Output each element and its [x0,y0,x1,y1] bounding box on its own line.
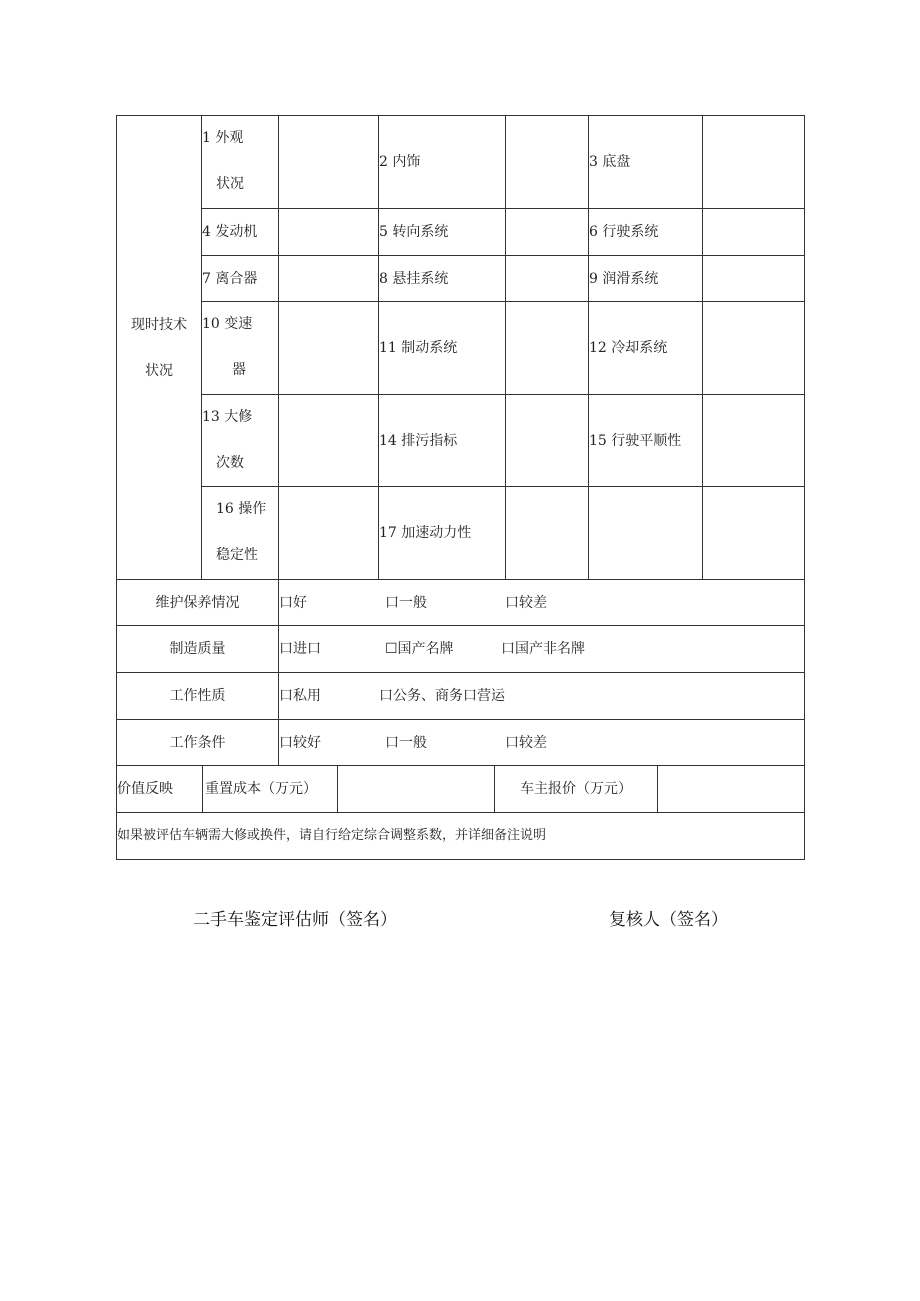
item-brake-label: 11 制动系统 [379,302,506,395]
item-gearbox-value[interactable] [279,302,379,395]
tech-row-6 [117,487,805,580]
item-exterior-label: 1 外观 状况 [202,116,279,209]
reset-cost-value[interactable] [338,766,495,812]
value-label: 价值反映 [117,766,203,812]
appraiser-signature: 二手车鉴定评估师（签名） [193,910,397,930]
value-row-inner [117,766,804,812]
item-smoothness-label: 15 行驶平顺性 [589,395,703,487]
item-clutch-label: 7 离合器 [202,256,279,302]
tech-row-3 [117,256,805,302]
maintenance-options [279,580,805,626]
tech-row-5 [117,395,805,487]
work-nature-label: 工作性质 [117,673,279,720]
item-gearbox-label: 10 变速 器 [202,302,279,395]
owner-price-label: 车主报价（万元） [495,766,658,812]
item-steering-value[interactable] [506,209,589,256]
item-emission-value[interactable] [506,395,589,487]
item-handling-label: 16 操作 稳定性 [202,487,279,580]
tech-row-1 [117,116,805,209]
item-emission-label: 14 排污指标 [379,395,506,487]
maintenance-option-good[interactable]: 口好 [279,594,307,611]
item-driving-label: 6 行驶系统 [589,209,703,256]
item-driving-value[interactable] [703,209,805,256]
item-brake-value[interactable] [506,302,589,395]
appraisal-table [116,115,805,860]
work-cond-options [279,720,805,766]
maintenance-label: 维护保养情况 [117,580,279,626]
item-suspension-value[interactable] [506,256,589,302]
work-cond-option-poor[interactable]: 口较差 [505,734,547,751]
work-nature-row [117,673,805,720]
quality-option-domestic-other[interactable]: 口国产非名牌 [501,641,585,657]
item-cooling-value[interactable] [703,302,805,395]
item-lubrication-value[interactable] [703,256,805,302]
work-cond-row [117,720,805,766]
quality-options [279,626,805,673]
reviewer-signature: 复核人（签名） [609,910,728,930]
work-nature-option-business[interactable]: 口公务、商务口营运 [379,688,505,704]
item-chassis-label: 3 底盘 [589,116,703,209]
note-text: 如果被评估车辆需大修或换件，请自行给定综合调整系数，并详细备注说明 [117,813,805,860]
tech-status-label-line2: 状况 [145,362,173,379]
item-interior-value[interactable] [506,116,589,209]
quality-row [117,626,805,673]
tech-status-label-line1: 现时技术 [131,316,187,333]
item-overhaul-label: 13 大修 次数 [202,395,279,487]
maintenance-row [117,580,805,626]
item-exterior-value[interactable] [279,116,379,209]
work-cond-option-normal[interactable]: 口一般 [385,734,427,751]
item-clutch-value[interactable] [279,256,379,302]
work-cond-label: 工作条件 [117,720,279,766]
maintenance-option-poor[interactable]: 口较差 [505,594,547,611]
item-acceleration-label: 17 加速动力性 [379,487,506,580]
item-empty-label [589,487,703,580]
work-nature-options [279,673,805,720]
quality-label: 制造质量 [117,626,279,673]
maintenance-option-normal[interactable]: 口一般 [385,594,427,611]
item-overhaul-value[interactable] [279,395,379,487]
owner-price-value[interactable] [658,766,804,812]
quality-option-domestic-brand[interactable]: ☐国产名牌 [385,641,454,657]
item-lubrication-label: 9 润滑系统 [589,256,703,302]
item-interior-label: 2 内饰 [379,116,506,209]
item-acceleration-value[interactable] [506,487,589,580]
tech-row-2 [117,209,805,256]
item-engine-label: 4 发动机 [202,209,279,256]
item-steering-label: 5 转向系统 [379,209,506,256]
item-chassis-value[interactable] [703,116,805,209]
item-cooling-label: 12 冷却系统 [589,302,703,395]
item-empty-value[interactable] [703,487,805,580]
item-handling-value[interactable] [279,487,379,580]
quality-option-import[interactable]: 口进口 [279,641,321,657]
item-suspension-label: 8 悬挂系统 [379,256,506,302]
work-cond-option-good[interactable]: 口较好 [279,734,321,751]
tech-row-4 [117,302,805,395]
reset-cost-label: 重置成本（万元） [203,766,338,812]
tech-status-label-cell [117,116,202,580]
note-row [117,813,805,860]
value-row [117,766,805,813]
item-engine-value[interactable] [279,209,379,256]
work-nature-option-private[interactable]: 口私用 [279,688,321,704]
item-smoothness-value[interactable] [703,395,805,487]
